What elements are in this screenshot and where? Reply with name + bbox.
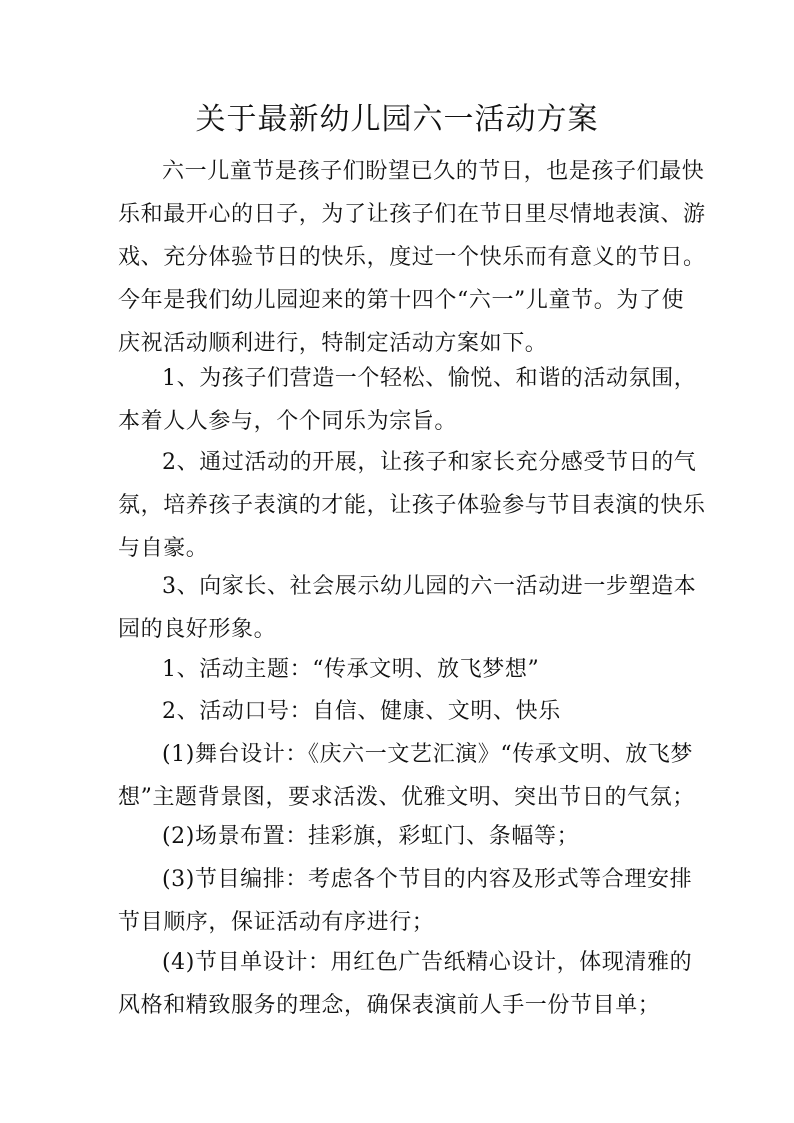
text-line: 氛，培养孩子表演的才能，让孩子体验参与节目表演的快乐 [118, 493, 706, 518]
text-line: 园的良好形象。 [118, 617, 277, 642]
text-line: (4)节目单设计：用红色广告纸精心设计，体现清雅的 [162, 950, 693, 975]
text-line: 本着人人参与，个个同乐为宗旨。 [118, 409, 458, 434]
paragraph-goal-1 [118, 357, 698, 443]
paragraph-goal-2 [118, 441, 706, 570]
paragraph-goal-3 [118, 565, 698, 651]
text-line: 庆祝活动顺利进行，特制定活动方案如下。 [118, 331, 548, 356]
text-line: 乐和最开心的日子，为了让孩子们在节日里尽情地表演、游 [118, 202, 706, 227]
text-line: 1、活动主题：“传承文明、放飞梦想” [162, 657, 540, 682]
paragraph-intro [118, 150, 706, 365]
paragraph-program-arrangement [118, 858, 698, 944]
text-line: 3、向家长、社会展示幼儿园的六一活动进一步塑造本 [162, 574, 697, 599]
paragraph-theme [118, 648, 698, 691]
text-line: (2)场景布置：挂彩旗，彩虹门、条幅等； [162, 824, 580, 849]
paragraph-stage-design [118, 733, 698, 819]
text-line: 六一儿童节是孩子们盼望已久的节日，也是孩子们最快 [162, 159, 705, 184]
paragraph-slogan [118, 690, 698, 733]
text-line: 节目顺序，保证活动有序进行； [118, 910, 435, 935]
text-line: 2、通过活动的开展，让孩子和家长充分感受节日的气 [162, 450, 697, 475]
document-title: 关于最新幼儿园六一活动方案 [195, 102, 599, 137]
text-line: 1、为孩子们营造一个轻松、愉悦、和谐的活动氛围， [162, 366, 697, 391]
paragraph-scene-layout [118, 815, 698, 858]
text-line: 与自豪。 [118, 536, 209, 561]
text-line: 想”主题背景图，要求活泼、优雅文明、突出节日的气氛； [118, 785, 695, 810]
text-line: (3)节目编排：考虑各个节目的内容及形式等合理安排 [162, 867, 693, 892]
text-line: 今年是我们幼儿园迎来的第十四个“六一”儿童节。为了使 [118, 288, 685, 313]
text-line: 2、活动口号：自信、健康、文明、快乐 [162, 699, 561, 724]
paragraph-program-list [118, 941, 698, 1027]
text-line: 风格和精致服务的理念，确保表演前人手一份节目单； [118, 993, 661, 1018]
text-line: (1)舞台设计：《庆六一文艺汇演》“传承文明、放飞梦 [162, 742, 694, 767]
text-line: 戏、充分体验节日的快乐，度过一个快乐而有意义的节日。 [118, 245, 706, 270]
